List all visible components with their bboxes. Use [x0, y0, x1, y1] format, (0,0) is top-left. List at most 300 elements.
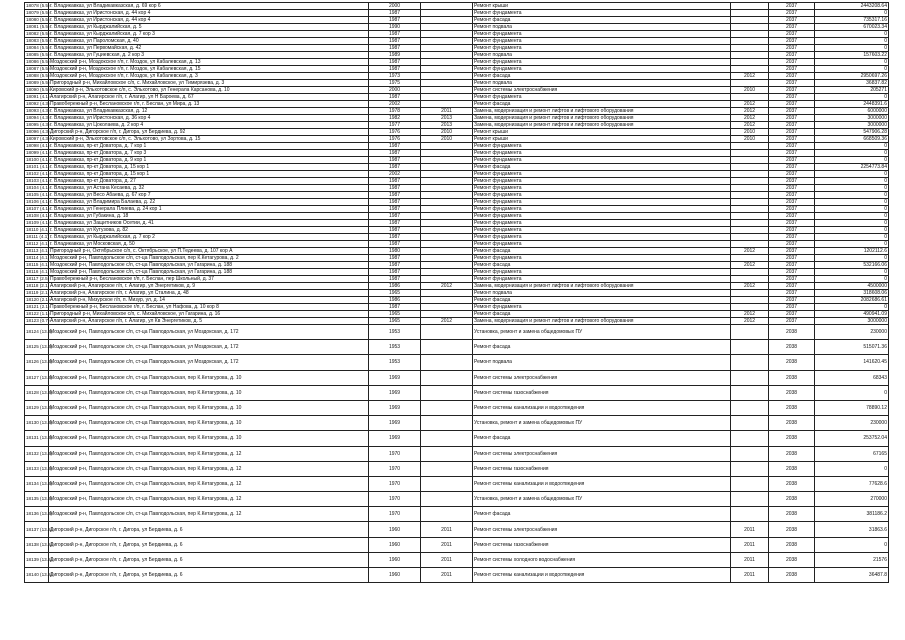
cell-address: Алагирский р-н, Мизурское г/п, п. Мизур, ул, д. 14 — [49, 297, 369, 304]
cell-last-year — [731, 94, 769, 101]
cell-repair-year — [421, 355, 473, 370]
cell-plan-year: 2037 — [769, 178, 815, 185]
cell-work-type: Ремонт фасада — [473, 101, 731, 108]
cell-repair-year — [421, 52, 473, 59]
cell-build-year: 1960 — [369, 568, 421, 583]
table-row — [25, 87, 889, 94]
cell-work-type: Ремонт фасада — [473, 297, 731, 304]
cell-row-id: 18097 (4.3) — [26, 136, 50, 141]
cell-cost: 31863.6 — [815, 522, 889, 537]
cell-plan-year: 2038 — [769, 400, 815, 415]
cell-row-id: 18082 (5.5) — [26, 31, 50, 36]
cell-work-type: Установка, ремонт и замена общедомовых ПУ — [473, 325, 731, 340]
cell-build-year: 1965 — [369, 290, 421, 297]
cell-cost: 0 — [815, 227, 889, 234]
cell-row-id: 18100 (4.1) — [26, 157, 50, 162]
cell-work-type: Ремонт системы газоснабжения — [473, 385, 731, 400]
cell-last-year — [731, 171, 769, 178]
cell-address: г. Владикавказ, пр-кт Доватора, д. 7 кор 1 — [49, 143, 369, 150]
cell-last-year — [731, 255, 769, 262]
cell-work-type: Ремонт фасада — [473, 507, 731, 522]
cell-row-id: 18086 (5.5) — [26, 59, 50, 64]
table-row — [25, 143, 889, 150]
cell-cost: 78890.12 — [815, 400, 889, 415]
cell-work-type: Ремонт системы канализации и водоотведения — [473, 400, 731, 415]
cell-plan-year: 2037 — [769, 59, 815, 66]
cell-plan-year: 2037 — [769, 143, 815, 150]
cell-last-year — [731, 3, 769, 10]
cell-address: г. Владикавказ, ул Астана Кесаева, д. 32 — [49, 185, 369, 192]
table-row — [25, 213, 889, 220]
cell-build-year: 1970 — [369, 461, 421, 476]
cell-row-id: 18132 (13.3) — [25, 446, 49, 461]
cell-last-year — [731, 24, 769, 31]
cell-repair-year — [421, 241, 473, 248]
cell-address: Пригородный р-н, Михайловское с/п, с. Михайловское, ул Тимирязева, д. 3 — [49, 80, 369, 87]
cell-last-year: 2012 — [731, 122, 769, 129]
cell-plan-year: 2037 — [769, 101, 815, 108]
cell-last-year: 2010 — [731, 87, 769, 94]
cell-row-id: 18087 (5.5) — [26, 66, 50, 71]
cell-plan-year: 2037 — [769, 311, 815, 318]
cell-cost: 0 — [815, 199, 889, 206]
cell-build-year: 1987 — [369, 213, 421, 220]
cell-cost: 253752.04 — [815, 431, 889, 446]
cell-work-type: Ремонт системы электроснабжения — [473, 446, 731, 461]
cell-repair-year — [421, 199, 473, 206]
cell-cost: 0 — [815, 385, 889, 400]
cell-plan-year: 2037 — [769, 24, 815, 31]
cell-cost: 230000 — [815, 325, 889, 340]
cell-last-year — [731, 213, 769, 220]
cell-address: Моздокский р-н, Павлодольское с/п, ст-ца Павлодольская, пер К.Кетагурова, д. 12 — [49, 492, 369, 507]
cell-work-type: Ремонт фасада — [473, 262, 731, 269]
table-row — [25, 164, 889, 171]
cell-address: г. Владикавказ, ул Московская, д. 50 — [49, 241, 369, 248]
table-row — [25, 370, 889, 385]
cell-address: Пригородный р-н, Михайловское с/п, с. Михайловское, ул Гагарина, д. 16 — [49, 311, 369, 318]
cell-row-id: 18101 (4.1) — [26, 164, 50, 169]
cell-repair-year — [421, 507, 473, 522]
table-row — [25, 241, 889, 248]
cell-last-year — [731, 290, 769, 297]
cell-address: Моздокский р-н, Моздокское г/п, г. Моздок, ул Кабалевская, д. 15 — [49, 66, 369, 73]
cell-cost: 0 — [815, 213, 889, 220]
cell-repair-year — [421, 192, 473, 199]
cell-address: г. Владикавказ, ул Владикавказская, д. 69 кор 6 — [49, 3, 369, 10]
cell-address: г. Владикавказ, ул Кырджалийская, д. 5 — [49, 24, 369, 31]
cell-plan-year: 2037 — [769, 122, 815, 129]
cell-repair-year — [421, 276, 473, 283]
cell-address: Кировский р-н, Эльхотовское с/п, с. Эльхотово, ул Зортова, д. 15 — [49, 136, 369, 143]
cell-row-id: 18114 (4.1) — [26, 255, 50, 260]
cell-cost: 3000000 — [815, 318, 889, 325]
cell-repair-year — [421, 234, 473, 241]
cell-repair-year — [421, 101, 473, 108]
cell-address: г. Владикавказ, пр-кт Доватора, д. 9 кор 1 — [49, 157, 369, 164]
cell-build-year: 1987 — [369, 255, 421, 262]
cell-address: Моздокский р-н, Павлодольское с/п, ст-ца Павлодольская, пер К.Кетагурова, д. 12 — [49, 507, 369, 522]
cell-build-year: 1987 — [369, 157, 421, 164]
cell-last-year — [731, 31, 769, 38]
table-row — [25, 325, 889, 340]
cell-plan-year: 2038 — [769, 355, 815, 370]
cell-address: Правобережный р-н, Беслановское г/п, г. Беслан, ул Нафова, д. 10 кор 8 — [49, 304, 369, 311]
cell-build-year: 1960 — [369, 537, 421, 552]
cell-build-year: 1987 — [369, 10, 421, 17]
cell-repair-year — [421, 325, 473, 340]
cell-build-year: 1987 — [369, 150, 421, 157]
cell-cost: 0 — [815, 59, 889, 66]
cell-row-id: 18078 (5.5) — [26, 3, 50, 8]
cell-work-type: Ремонт фундамента — [473, 234, 731, 241]
cell-cost: 2950697.26 — [815, 73, 889, 80]
cell-address: г. Владикавказ, ул Пароломская, д. 40 — [49, 38, 369, 45]
cell-cost: 36837.82 — [815, 80, 889, 87]
table-row — [25, 416, 889, 431]
cell-repair-year: 2011 — [421, 552, 473, 567]
cell-plan-year: 2037 — [769, 10, 815, 17]
cell-row-id: 18102 (4.1) — [26, 171, 50, 176]
cell-plan-year: 2037 — [769, 213, 815, 220]
cell-work-type: Ремонт системы канализации и водоотведения — [473, 568, 731, 583]
cell-row-id: 18131 (13.3) — [25, 431, 49, 446]
cell-build-year: 1987 — [369, 262, 421, 269]
cell-last-year — [731, 507, 769, 522]
cell-build-year: 1969 — [369, 416, 421, 431]
cell-build-year: 1987 — [369, 192, 421, 199]
cell-address: г. Владикавказ, ул Защитников Осетии, д. 41 — [49, 220, 369, 227]
cell-last-year — [731, 461, 769, 476]
cell-repair-year — [421, 87, 473, 94]
cell-row-id: 18139 (13.2) — [25, 552, 49, 567]
cell-last-year — [731, 17, 769, 24]
cell-build-year: 1969 — [369, 431, 421, 446]
cell-cost: 735317.16 — [815, 17, 889, 24]
cell-cost: 0 — [815, 185, 889, 192]
cell-cost: 3000000 — [815, 115, 889, 122]
cell-address: Моздокский р-н, Моздокское г/п, г. Моздок, ул Кабалевская, д. 13 — [49, 59, 369, 66]
table-row — [25, 385, 889, 400]
cell-build-year: 1960 — [369, 522, 421, 537]
cell-plan-year: 2038 — [769, 325, 815, 340]
cell-repair-year — [421, 248, 473, 255]
table-row — [25, 269, 889, 276]
cell-row-id: 18105 (4.1) — [26, 192, 50, 197]
cell-plan-year: 2037 — [769, 17, 815, 24]
table-row — [25, 101, 889, 108]
cell-plan-year: 2037 — [769, 94, 815, 101]
cell-cost: 0 — [815, 461, 889, 476]
cell-row-id: 18140 (13.2) — [25, 568, 49, 583]
table-row — [25, 45, 889, 52]
cell-cost: 0 — [815, 234, 889, 241]
cell-plan-year: 2037 — [769, 318, 815, 325]
cell-build-year: 1987 — [369, 94, 421, 101]
cell-work-type: Ремонт крыши — [473, 136, 731, 143]
cell-plan-year: 2037 — [769, 108, 815, 115]
cell-row-id: 18085 (5.5) — [26, 52, 50, 57]
cell-cost: 1202112.6 — [815, 248, 889, 255]
table-row — [25, 431, 889, 446]
cell-plan-year: 2037 — [769, 66, 815, 73]
cell-work-type: Ремонт фундамента — [473, 38, 731, 45]
cell-cost: 0 — [815, 157, 889, 164]
cell-build-year: 1975 — [369, 80, 421, 87]
table-row — [25, 446, 889, 461]
cell-address: г. Владикавказ, ул Цоколаева, д. 2 кор 4 — [49, 122, 369, 129]
cell-work-type: Ремонт фасада — [473, 17, 731, 24]
cell-address: Правобережный р-н, Беслановское г/п, г. Беслан, ул Мира, д. 13 — [49, 101, 369, 108]
capital-repair-table — [24, 2, 889, 583]
cell-row-id: 18089 (5.5) — [26, 80, 50, 85]
cell-work-type: Ремонт фундамента — [473, 157, 731, 164]
cell-plan-year: 2037 — [769, 87, 815, 94]
cell-address: Алагирский р-н, Алагирское г/п, г. Алагир, ул Кв Энергетиков, д. 5 — [49, 318, 369, 325]
cell-work-type: Ремонт фундамента — [473, 31, 731, 38]
cell-work-type: Ремонт фундамента — [473, 171, 731, 178]
cell-work-type: Ремонт фундамента — [473, 150, 731, 157]
table-body — [25, 3, 889, 583]
cell-work-type: Ремонт крыши — [473, 3, 731, 10]
cell-work-type: Ремонт подвала — [473, 290, 731, 297]
cell-build-year: 2002 — [369, 171, 421, 178]
cell-build-year: 1987 — [369, 178, 421, 185]
cell-address: Кировский р-н, Эльхотовское с/п, с. Эльхотово, ул Генерала Карсанова, д. 10 — [49, 87, 369, 94]
cell-cost: 0 — [815, 241, 889, 248]
cell-address: Моздокский р-н, Павлодольское с/п, ст-ца Павлодольская, пер К.Кетагурова, д. 10 — [49, 385, 369, 400]
cell-build-year: 1970 — [369, 476, 421, 491]
cell-repair-year — [421, 311, 473, 318]
table-row — [25, 122, 889, 129]
cell-cost: 4500000 — [815, 283, 889, 290]
cell-repair-year — [421, 38, 473, 45]
cell-row-id: 18107 (4.1) — [26, 206, 50, 211]
cell-address: г. Владикавказ, ул Губакина, д. 18 — [49, 213, 369, 220]
cell-address: г. Владикавказ, пр-кт Доватора, д. 15 кор 1 — [49, 171, 369, 178]
cell-address: г. Владикавказ, ул Первомайская, д. 42 — [49, 45, 369, 52]
cell-cost: 318608.06 — [815, 290, 889, 297]
cell-last-year — [731, 66, 769, 73]
table-row — [25, 568, 889, 583]
cell-plan-year: 2037 — [769, 297, 815, 304]
table-row — [25, 171, 889, 178]
cell-repair-year — [421, 255, 473, 262]
cell-last-year — [731, 143, 769, 150]
cell-repair-year — [421, 178, 473, 185]
cell-address: г. Владикавказ, пр-кт Доватора, д. 27 — [49, 178, 369, 185]
cell-work-type: Замена, модернизация и ремонт лифтов и лифтового оборудования — [473, 318, 731, 325]
cell-cost: 0 — [815, 220, 889, 227]
cell-plan-year: 2037 — [769, 3, 815, 10]
cell-address: Моздокский р-н, Павлодольское с/п, ст-ца Павлодольская, пер К.Кетагурова, д. 12 — [49, 476, 369, 491]
table-row — [25, 80, 889, 87]
table-row — [25, 340, 889, 355]
table-row — [25, 227, 889, 234]
cell-last-year: 2012 — [731, 311, 769, 318]
cell-last-year — [731, 227, 769, 234]
cell-cost: 0 — [815, 255, 889, 262]
cell-plan-year: 2037 — [769, 199, 815, 206]
cell-work-type: Ремонт подвала — [473, 52, 731, 59]
cell-cost: 381186.2 — [815, 507, 889, 522]
cell-work-type: Ремонт подвала — [473, 24, 731, 31]
cell-work-type: Ремонт фундамента — [473, 59, 731, 66]
cell-repair-year — [421, 461, 473, 476]
cell-build-year: 1953 — [369, 340, 421, 355]
document-sheet — [24, 2, 888, 583]
cell-last-year: 2011 — [731, 537, 769, 552]
cell-build-year: 1987 — [369, 227, 421, 234]
cell-plan-year: 2038 — [769, 476, 815, 491]
cell-work-type: Ремонт фундамента — [473, 199, 731, 206]
cell-cost: 6000000 — [815, 108, 889, 115]
cell-repair-year — [421, 400, 473, 415]
cell-plan-year: 2038 — [769, 537, 815, 552]
cell-work-type: Ремонт системы газоснабжения — [473, 461, 731, 476]
cell-plan-year: 2038 — [769, 507, 815, 522]
cell-last-year — [731, 385, 769, 400]
cell-repair-year — [421, 476, 473, 491]
cell-last-year: 2012 — [731, 101, 769, 108]
cell-address: Дигорский р-н, Дигорское г/п, г. Дигора, ул Бердиева, д. 6 — [49, 552, 369, 567]
cell-repair-year — [421, 431, 473, 446]
cell-row-id: 18081 (5.5) — [26, 24, 50, 29]
cell-cost: 230000 — [815, 416, 889, 431]
cell-repair-year: 2010 — [421, 136, 473, 143]
cell-last-year — [731, 10, 769, 17]
cell-work-type: Ремонт подвала — [473, 355, 731, 370]
cell-row-id: 18103 (4.1) — [26, 178, 50, 183]
cell-row-id: 18115 (4.1) — [26, 262, 50, 267]
cell-cost: 515071.36 — [815, 340, 889, 355]
cell-cost: 0 — [815, 537, 889, 552]
cell-address: Моздокский р-н, Павлодольское с/п, ст-ца Павлодольская, пер К.Кетагурова, д. 10 — [49, 416, 369, 431]
cell-work-type: Ремонт фундамента — [473, 269, 731, 276]
table-row — [25, 400, 889, 415]
cell-build-year: 1965 — [369, 318, 421, 325]
cell-last-year: 2011 — [731, 552, 769, 567]
cell-plan-year: 2038 — [769, 461, 815, 476]
table-row — [25, 10, 889, 17]
cell-row-id: 18099 (4.1) — [26, 150, 50, 155]
cell-plan-year: 2037 — [769, 283, 815, 290]
cell-address: г. Владикавказ, ул Иристонская, д. 44 кор 4 — [49, 10, 369, 17]
cell-last-year — [731, 304, 769, 311]
table-row — [25, 290, 889, 297]
cell-address: г. Владикавказ, ул Владикавказская, д. 12 — [49, 108, 369, 115]
cell-last-year: 2010 — [731, 129, 769, 136]
cell-repair-year — [421, 220, 473, 227]
cell-last-year: 2012 — [731, 283, 769, 290]
table-row — [25, 192, 889, 199]
cell-repair-year: 2011 — [421, 537, 473, 552]
cell-row-id: 18113 (4.1) — [26, 248, 50, 253]
cell-build-year: 1953 — [369, 355, 421, 370]
cell-build-year: 1987 — [369, 276, 421, 283]
cell-work-type: Ремонт системы газоснабжения — [473, 537, 731, 552]
cell-build-year: 1978 — [369, 108, 421, 115]
cell-work-type: Ремонт системы электроснабжения — [473, 370, 731, 385]
cell-cost: 670023.34 — [815, 24, 889, 31]
cell-cost: 0 — [815, 31, 889, 38]
cell-plan-year: 2038 — [769, 340, 815, 355]
cell-repair-year — [421, 370, 473, 385]
cell-plan-year: 2037 — [769, 80, 815, 87]
cell-last-year: 2010 — [731, 136, 769, 143]
cell-build-year: 1987 — [369, 269, 421, 276]
cell-last-year — [731, 59, 769, 66]
cell-repair-year — [421, 340, 473, 355]
cell-row-id: 18096 (4.3) — [26, 129, 50, 134]
cell-row-id: 18088 (5.5) — [26, 73, 50, 78]
table-row — [25, 234, 889, 241]
cell-build-year: 2000 — [369, 87, 421, 94]
cell-address: Алагирский р-н, Алагирское г/п, г. Алагир, ул Н Бароева, д. 67 — [49, 94, 369, 101]
cell-cost: 532166.06 — [815, 262, 889, 269]
cell-address: Дигорский р-н, Дигорское г/п, г. Дигора, ул Бердиева, д. 6 — [49, 568, 369, 583]
cell-address: Алагирский р-н, Алагирское г/п, г. Алагир, ул Сталина, д. 48 — [49, 290, 369, 297]
cell-work-type: Ремонт фундамента — [473, 213, 731, 220]
cell-build-year: 1987 — [369, 206, 421, 213]
cell-cost: 490941.09 — [815, 311, 889, 318]
cell-repair-year — [421, 80, 473, 87]
cell-work-type: Замена, модернизация и ремонт лифтов и лифтового оборудования — [473, 115, 731, 122]
cell-last-year: 2012 — [731, 248, 769, 255]
cell-row-id: 18090 (5.5) — [26, 87, 50, 92]
cell-last-year — [731, 80, 769, 87]
table-row — [25, 129, 889, 136]
cell-cost: 2443208.64 — [815, 3, 889, 10]
cell-last-year — [731, 38, 769, 45]
cell-work-type: Ремонт фундамента — [473, 178, 731, 185]
cell-work-type: Ремонт фундамента — [473, 304, 731, 311]
cell-build-year: 1987 — [369, 185, 421, 192]
cell-row-id: 18119 (2.1) — [26, 290, 50, 295]
cell-last-year — [731, 492, 769, 507]
cell-build-year: 1987 — [369, 304, 421, 311]
table-row — [25, 185, 889, 192]
cell-work-type: Установка, ремонт и замена общедомовых ПУ — [473, 492, 731, 507]
cell-last-year — [731, 199, 769, 206]
cell-row-id: 18083 (5.5) — [26, 38, 50, 43]
cell-cost: 0 — [815, 276, 889, 283]
cell-repair-year — [421, 262, 473, 269]
cell-row-id: 18110 (4.1) — [26, 227, 50, 232]
cell-row-id: 18094 (4.3) — [26, 115, 50, 120]
table-row — [25, 52, 889, 59]
cell-plan-year: 2037 — [769, 241, 815, 248]
cell-cost: 21576 — [815, 552, 889, 567]
cell-address: г. Владикавказ, ул Гуциевская, д. 2 кор 3 — [49, 52, 369, 59]
cell-address: г. Владикавказ, ул Кутузова, д. 82 — [49, 227, 369, 234]
cell-cost: 0 — [815, 206, 889, 213]
cell-address: Моздокский р-н, Павлодольское с/п, ст-ца Павлодольская, пер К.Кетагурова, д. 12 — [49, 446, 369, 461]
cell-repair-year: 2013 — [421, 122, 473, 129]
cell-last-year — [731, 192, 769, 199]
cell-cost: 0 — [815, 192, 889, 199]
cell-address: Моздокский р-н, Павлодольское с/п, ст-ца Павлодольская, ул Моздокская, д. 172 — [49, 355, 369, 370]
cell-row-id: 18106 (4.1) — [26, 199, 50, 204]
cell-address: Моздокский р-н, Моздокское г/п, г. Моздок, ул Кабалевская, д. 3 — [49, 73, 369, 80]
cell-work-type: Ремонт фундамента — [473, 255, 731, 262]
cell-row-id: 18108 (4.1) — [26, 213, 50, 218]
cell-build-year: 1986 — [369, 297, 421, 304]
cell-build-year: 1987 — [369, 31, 421, 38]
cell-row-id: 18112 (4.1) — [26, 241, 50, 246]
table-row — [25, 297, 889, 304]
cell-row-id: 18104 (4.1) — [26, 185, 50, 190]
